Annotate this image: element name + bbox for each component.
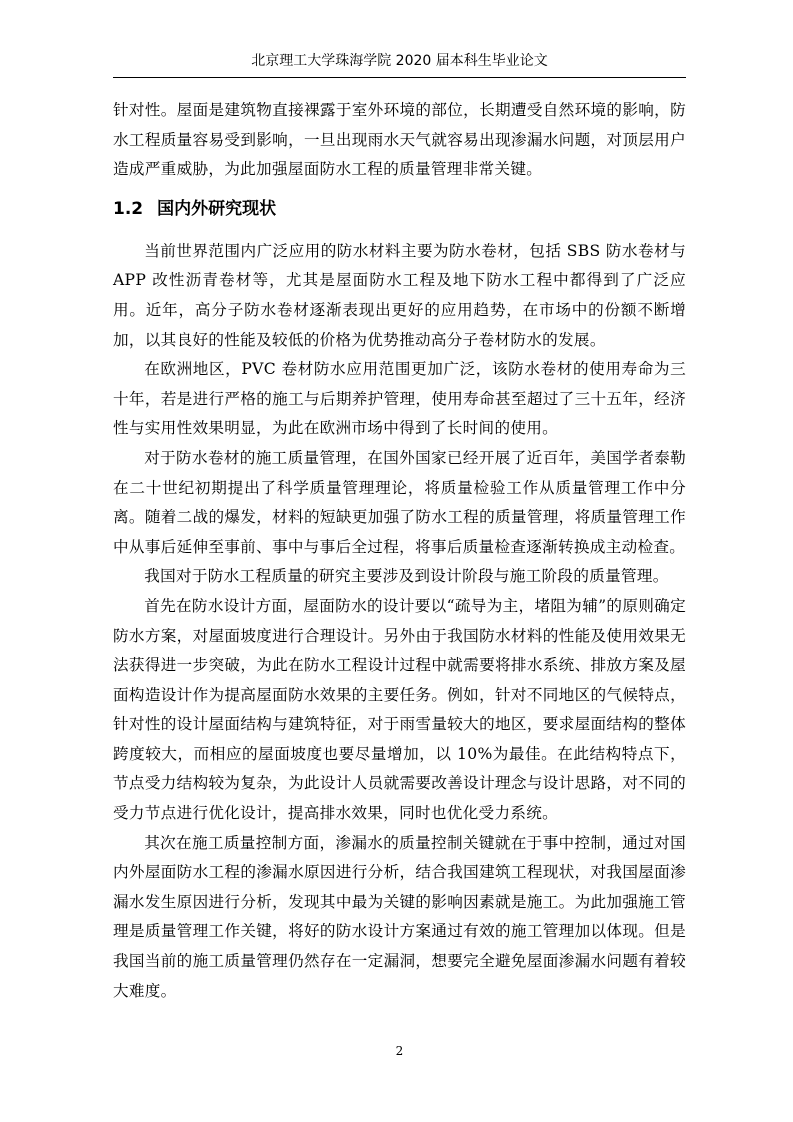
section-title: 国内外研究现状	[157, 198, 277, 219]
section-number: 1.2	[113, 198, 144, 219]
continuation-paragraph: 针对性。屋面是建筑物直接裸露于室外环境的部位，长期遭受自然环境的影响，防水工程质量容易受到影响，一旦出现雨水天气就容易出现渗漏水问题，对顶层用户造成严重威胁，为此加强屋面防水工程的质量管理非常关键。	[113, 101, 686, 179]
paragraph: 首先在防水设计方面，屋面防水的设计要以“疏导为主，堵阻为辅”的原则确定防水方案，对屋面坡度进行合理设计。另外由于我国防水材料的性能及使用效果无法获得进一步突破，为此在防水工程设计过程中就需要将排水系统、排放方案及屋面构造设计作为提高屋面防水效果的主要任务。例如，针对不同地区的气候特点，针对性的设计屋面结构与建筑特征，对于雨雪量较大的地区，要求屋面结构的整体跨度较大，而相应的屋面坡度也要尽量增加，以 10%为最佳。在此结构特点下，节点受力结构较为复杂，为此设计人员就需要改善设计理念与设计思路，对不同的受力节点进行优化设计，提高排水效果，同时也优化受力系统。	[113, 596, 686, 823]
section-heading	[113, 197, 686, 221]
page-number: 2	[395, 1044, 404, 1058]
running-header: 北京理工大学珠海学院 2020 届本科生毕业论文	[251, 53, 548, 69]
header-rule	[113, 77, 686, 78]
paragraph: 在欧洲地区，PVC 卷材防水应用范围更加广泛，该防水卷材的使用寿命为三十年，若是进行严格的施工与后期养护管理，使用寿命甚至超过了三十五年，经济性与实用性效果明显，为此在欧洲市场中得到了长时间的使用。	[113, 360, 686, 438]
page-body	[113, 96, 686, 1006]
paragraph: 我国对于防水工程质量的研究主要涉及到设计阶段与施工阶段的质量管理。	[144, 567, 669, 586]
paragraph: 其次在施工质量控制方面，渗漏水的质量控制关键就在于事中控制，通过对国内外屋面防水工程的渗漏水原因进行分析，结合我国建筑工程现状，对我国屋面渗漏水发生原因进行分析，发现其中最为关键的影响因素就是施工。为此加强施工管理是质量管理工作关键，将好的防水设计方案通过有效的施工管理加以体现。但是我国当前的施工质量管理仍然存在一定漏洞，想要完全避免屋面渗漏水问题有着较大难度。	[113, 833, 686, 1000]
paragraph: 对于防水卷材的施工质量管理，在国外国家已经开展了近百年，美国学者泰勒在二十世纪初期提出了科学质量管理理论，将质量检验工作从质量管理工作中分离。随着二战的爆发，材料的短缺更加强了防水工程的质量管理，将质量管理工作中从事后延伸至事前、事中与事后全过程，将事后质量检查逐渐转换成主动检查。	[113, 448, 686, 556]
paragraph: 当前世界范围内广泛应用的防水材料主要为防水卷材，包括 SBS 防水卷材与 APP 改性沥青卷材等，尤其是屋面防水工程及地下防水工程中都得到了广泛应用。近年，高分子防水卷材逐渐表现出更好的应用趋势，在市场中的份额不断增加，以其良好的性能及较低的价格为优势推动高分子卷材防水的发展。	[113, 241, 686, 349]
